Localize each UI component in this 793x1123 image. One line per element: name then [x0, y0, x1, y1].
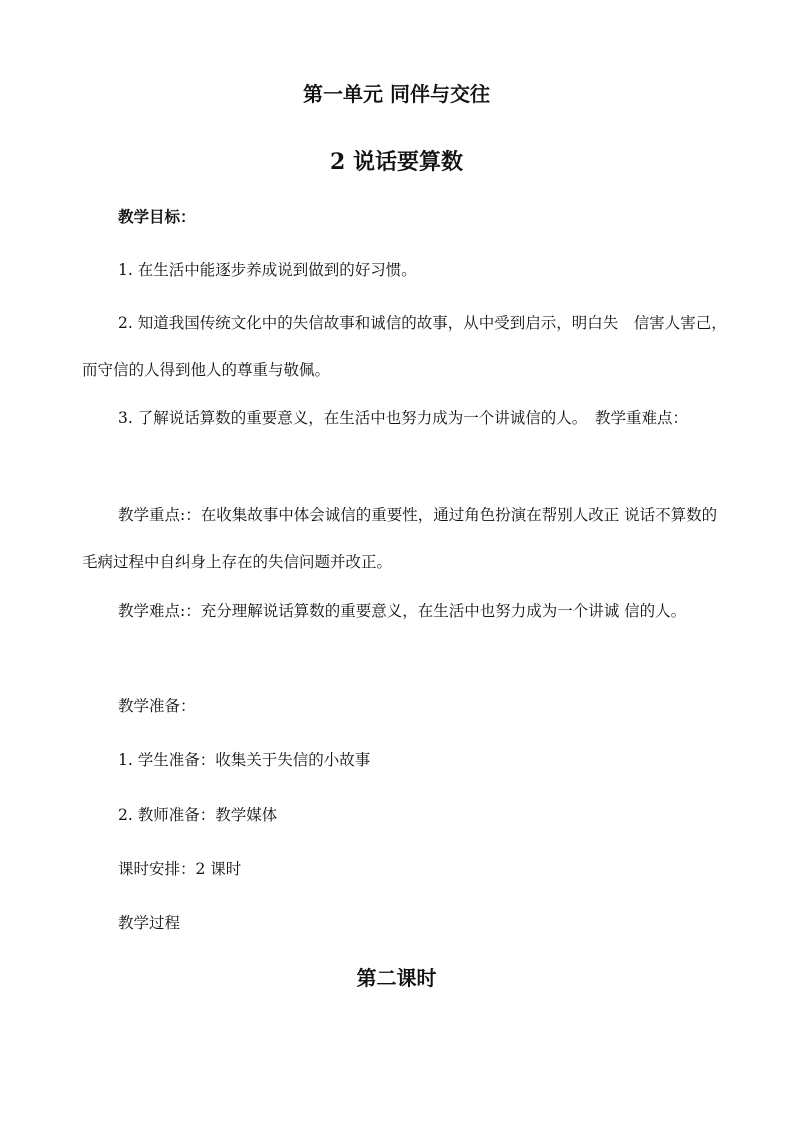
schedule: 课时安排：2 课时: [118, 860, 242, 878]
unit-title: 第一单元 同伴与交往: [303, 82, 490, 106]
preparation-2: 2. 教师准备：教学媒体: [118, 806, 278, 824]
objective-1: 1. 在生活中能逐步养成说到做到的好习惯。: [118, 261, 417, 279]
lesson-title: 2 说话要算数: [330, 149, 463, 175]
session-title: 第二课时: [356, 966, 437, 990]
preparation-label: 教学准备：: [118, 697, 196, 715]
objective-3: 3. 了解说话算数的重要意义，在生活中也努力成为一个讲诚信的人。 教学重难点：: [118, 409, 688, 427]
difficult-point: 教学难点:：充分理解说话算数的重要意义，在生活中也努力成为一个讲诚 信的人。: [118, 602, 687, 620]
objectives-label: 教学目标：: [118, 207, 196, 226]
process-label: 教学过程: [118, 914, 181, 932]
preparation-1: 1. 学生准备：收集关于失信的小故事: [118, 751, 371, 769]
key-point: 教学重点:：在收集故事中体会诚信的重要性，通过角色扮演在帮别人改正 说话不算数的毛病过程中自纠身上存在的失信问题并改正。: [82, 506, 718, 571]
objective-2: 2. 知道我国传统文化中的失信故事和诚信的故事，从中受到启示，明白失 信害人害己，而守信的人得到他人的尊重与敬佩。: [82, 314, 727, 379]
